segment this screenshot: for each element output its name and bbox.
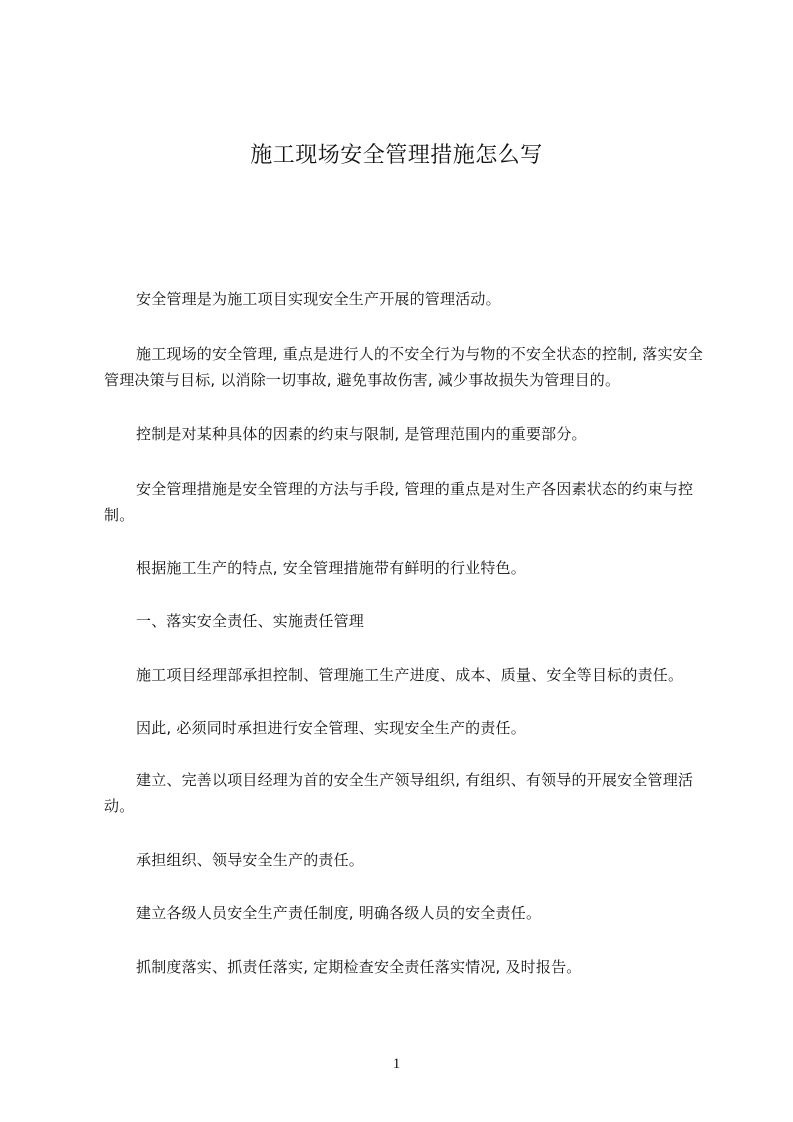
paragraph-11: 抓制度落实、抓责任落实, 定期检查安全责任落实情况, 及时报告。 [136, 958, 582, 976]
paragraph-1: 安全管理是为施工项目实现安全生产开展的管理活动。 [136, 290, 501, 308]
section-heading-1: 一、落实安全责任、实施责任管理 [136, 612, 365, 630]
paragraph-10: 建立各级人员安全生产责任制度, 明确各级人员的安全责任。 [136, 904, 542, 922]
page-number: 1 [392, 1056, 401, 1072]
paragraph-6: 施工项目经理部承担控制、管理施工生产进度、成本、质量、安全等目标的责任。 [136, 666, 684, 684]
paragraph-5: 根据施工生产的特点, 安全管理措施带有鲜明的行业特色。 [136, 559, 526, 577]
paragraph-4: 安全管理措施是安全管理的方法与手段, 管理的重点是对生产各因素状态的约束与控制。 [104, 480, 694, 524]
paragraph-7: 因此, 必须同时承担进行安全管理、实现安全生产的责任。 [136, 719, 526, 737]
paragraph-2: 施工现场的安全管理, 重点是进行人的不安全行为与物的不安全状态的控制, 落实安全管理决策与目标, 以消除一切事故, 避免事故伤害, 减少事故损失为管理目的。 [104, 345, 704, 389]
page-title: 施工现场安全管理措施怎么写 [250, 143, 543, 168]
paragraph-8: 建立、完善以项目经理为首的安全生产领导组织, 有组织、有领导的开展安全管理活动。 [104, 771, 694, 815]
paragraph-3: 控制是对某种具体的因素的约束与限制, 是管理范围内的重要部分。 [136, 425, 587, 443]
paragraph-9: 承担组织、领导安全生产的责任。 [136, 851, 365, 869]
